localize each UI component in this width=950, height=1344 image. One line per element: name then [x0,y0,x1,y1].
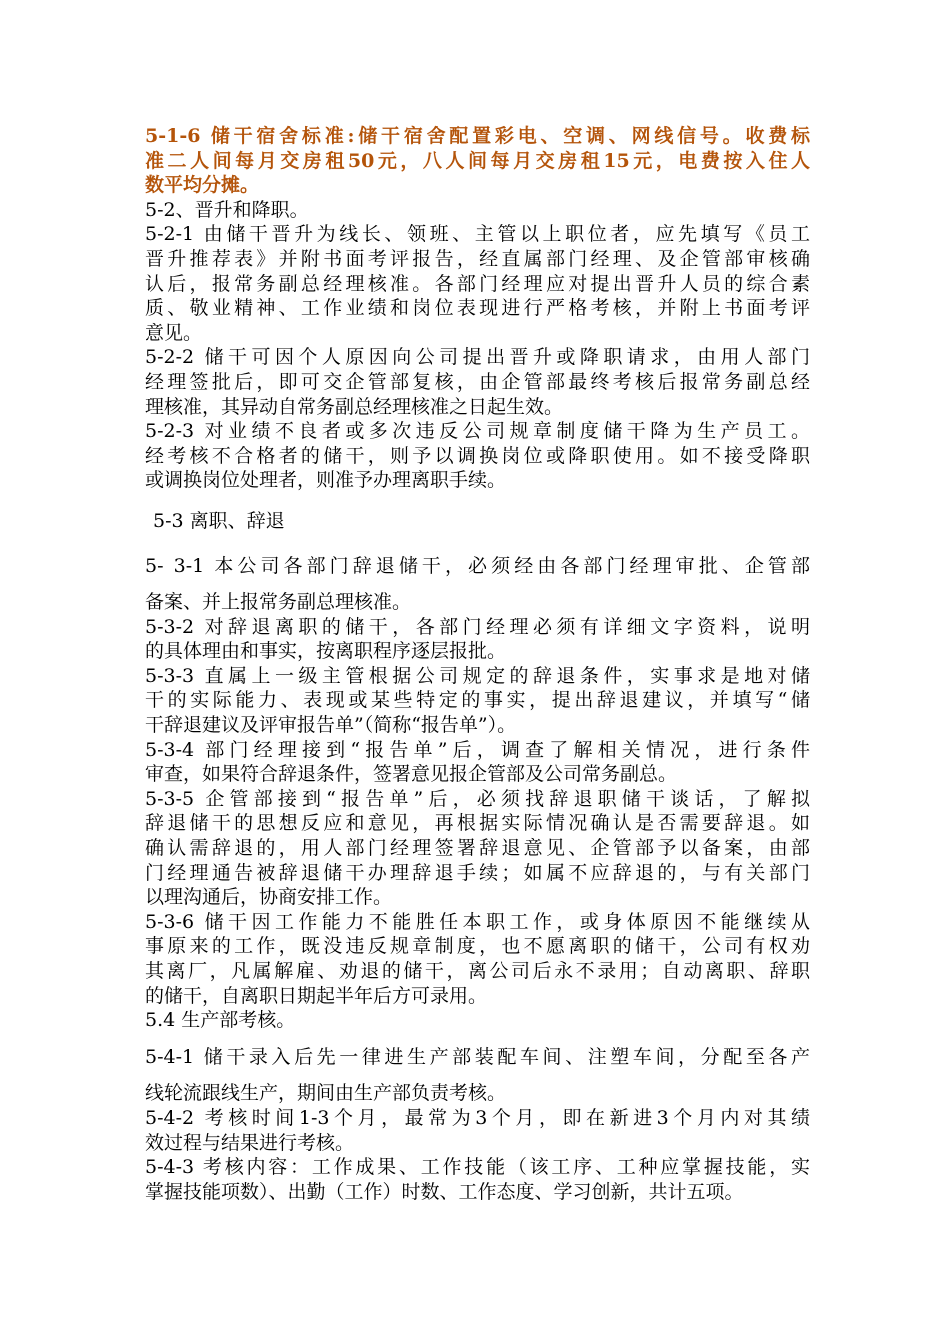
text-line: 5-4-1 储干录入后先一律进生产部装配车间、注塑车间，分配至各产 [145,1045,810,1068]
spacer [145,1033,810,1045]
text-line: 5-2-3 对业绩不良者或多次违反公司规章制度储干降为生产员工。 [145,420,810,443]
text-line: 备案、并上报常务副总理核准。 [145,591,412,614]
spacer [145,534,810,554]
paragraph-5-2-1 [145,222,810,345]
paragraph-5-3-1b [145,590,810,615]
text-line: 晋升推荐表》并附书面考评报告，经直属部门经理、及企管部审核确 [145,247,810,270]
text-line: 以理沟通后，协商安排工作。 [145,886,393,909]
text-line: 5-2、晋升和降职。 [145,198,309,221]
text-line: 5-3-5 企管部接到“报告单”后，必须找辞退职储干谈话，了解拟 [145,787,810,810]
text-line: 5-2-2 储干可因个人原因向公司提出晋升或降职请求，由用人部门 [145,346,810,369]
spacer [145,493,810,509]
text-line: 5-2-1 由储干晋升为线长、领班、主管以上职位者，应先填写《员工 [145,223,810,246]
text-line: 5-3 离职、辞退 [153,509,285,532]
text-line: 干的实际能力、表现或某些特定的事实，提出辞退建议，并填写“储 [145,689,810,712]
text-line: 事原来的工作，既没违反规章制度，也不愿离职的储干，公司有权劝 [145,935,810,958]
text-line: 准二人间每月交房租50元，八人间每月交房租15元，电费按入住人 [145,149,810,172]
heading-5-4 [145,1008,810,1033]
text-line: 5-3-3 直属上一级主管根据公司规定的辞退条件，实事求是地对储 [145,664,810,687]
spacer [145,578,810,590]
paragraph-5-3-5 [145,787,810,910]
text-line: 5- 3-1 本公司各部门辞退储干，必须经由各部门经理审批、企管部 [145,554,810,577]
text-line: 其离厂，凡属解雇、劝退的储干，离公司后永不录用；自动离职、辞职 [145,960,810,982]
text-line: 的具体理由和事实，按离职程序逐层报批。 [145,640,507,663]
text-line: 经理签批后，即可交企管部复核，由企管部最终考核后报常务副总经 [145,370,810,393]
text-line: 效过程与结果进行考核。 [145,1131,355,1154]
paragraph-5-4-1a [145,1045,810,1070]
text-line: 干辞退建议及评审报告单”（简称“报告单”）。 [145,714,517,737]
spacer [145,1069,810,1081]
paragraph-5-3-2 [145,615,810,664]
text-line: 5-4-2 考核时间1-3个月，最常为3个月，即在新进3个月内对其绩 [145,1106,810,1129]
paragraph-5-3-6 [145,910,810,1008]
heading-5-3 [145,509,810,534]
text-line: 确认需辞退的，用人部门经理签署辞退意见、企管部予以备案，由部 [145,837,810,860]
text-line: 5-3-2 对辞退离职的储干，各部门经理必须有详细文字资料，说明 [145,615,810,638]
text-line: 审查，如果符合辞退条件，签署意见报企管部及公司常务副总。 [145,763,678,786]
text-line: 门经理通告被辞退储干办理辞退手续；如属不应辞退的，与有关部门 [145,861,810,884]
paragraph-5-3-1a [145,554,810,579]
text-line: 辞退储干的思想反应和意见，再根据实际情况确认是否需要辞退。如 [145,812,810,835]
paragraph-5-3-3 [145,664,810,738]
document-page [145,124,810,1204]
text-line: 5-1-6 储干宿舍标准:储干宿舍配置彩电、空调、网线信号。收费标 [145,125,810,147]
paragraph-5-4-2 [145,1106,810,1155]
text-line: 线轮流跟线生产，期间由生产部负责考核。 [145,1082,507,1105]
paragraph-5-3-4 [145,738,810,787]
paragraph-5-1-6 [145,124,810,198]
text-line: 5-3-6 储干因工作能力不能胜任本职工作，或身体原因不能继续从 [145,910,810,933]
text-line: 数平均分摊。 [145,174,260,197]
paragraph-5-4-1b [145,1081,810,1106]
text-line: 掌握技能项数）、出勤（工作）时数、工作态度、学习创新，共计五项。 [145,1180,744,1203]
text-line: 5.4 生产部考核。 [145,1009,296,1032]
text-line: 5-3-4 部门经理接到“报告单”后，调查了解相关情况，进行条件 [145,738,810,761]
text-line: 理核准，其异动自常务副总经理核准之日起生效。 [145,395,564,418]
text-line: 意见。 [145,321,203,344]
heading-5-2 [145,198,810,223]
paragraph-5-4-3 [145,1155,810,1204]
text-line: 经考核不合格者的储干，则予以调换岗位或降职使用。如不接受降职 [145,444,810,467]
paragraph-5-2-2 [145,345,810,419]
text-line: 的储干，自离职日期起半年后方可录用。 [145,984,488,1007]
text-line: 认后，报常务副总经理核准。各部门经理应对提出晋升人员的综合素 [145,272,810,295]
text-line: 或调换岗位处理者，则准予办理离职手续。 [145,469,507,492]
text-line: 质、敬业精神、工作业绩和岗位表现进行严格考核，并附上书面考评 [145,297,810,320]
text-line: 5-4-3 考核内容：工作成果、工作技能（该工序、工种应掌握技能，实 [145,1156,810,1179]
paragraph-5-2-3 [145,419,810,493]
